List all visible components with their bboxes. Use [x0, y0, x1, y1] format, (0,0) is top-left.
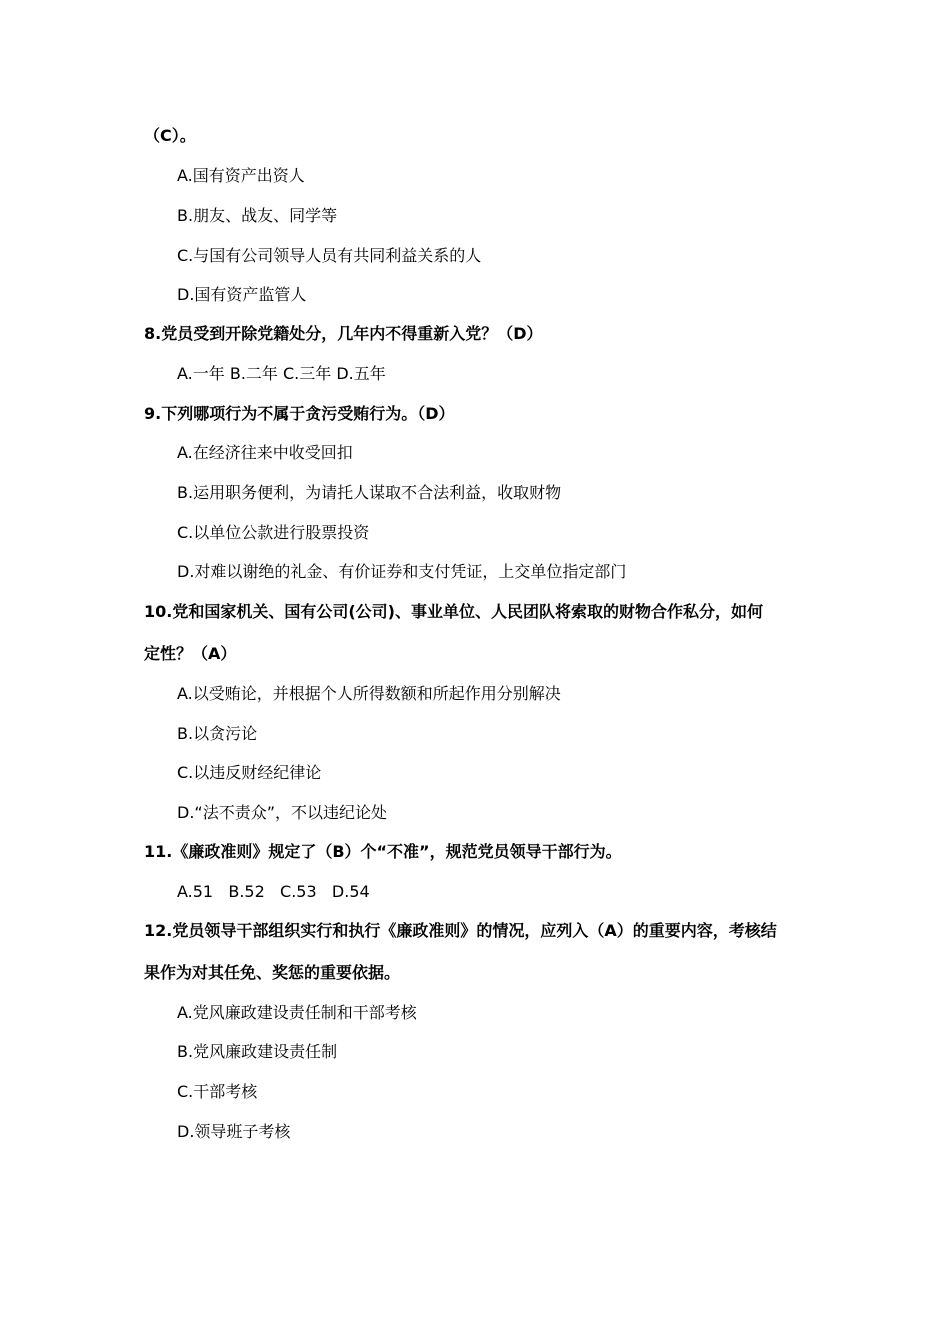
answer-option: B.以贪污论 [177, 724, 258, 743]
answer-option: C.干部考核 [177, 1082, 258, 1101]
answer-option: D.“法不责众”，不以违纪论处 [177, 803, 387, 822]
answer-option: A.党风廉政建设责任制和干部考核 [177, 1003, 417, 1022]
question-11: 11.《廉政准则》规定了（B）个“不准”，规范党员领导干部行为。 [144, 842, 622, 861]
answer-option: D.国有资产监管人 [177, 285, 307, 304]
answer-option: D.对难以谢绝的礼金、有价证券和支付凭证，上交单位指定部门 [177, 562, 627, 581]
answer-option: C.以单位公款进行股票投资 [177, 523, 370, 542]
answer-option: A.在经济往来中收受回扣 [177, 443, 353, 462]
question-12-cont: 果作为对其任免、奖惩的重要依据。 [144, 963, 401, 982]
answer-option: D.领导班子考核 [177, 1122, 291, 1141]
question-9: 9.下列哪项行为不属于贪污受贿行为。（D） [144, 404, 455, 423]
question-12: 12.党员领导干部组织实行和执行《廉政准则》的情况，应列入（A）的重要内容，考核结 [144, 921, 777, 940]
answer-option: B.朋友、战友、同学等 [177, 206, 338, 225]
answer-option: A.51 B.52 C.53 D.54 [177, 882, 370, 901]
answer-option: B.党风廉政建设责任制 [177, 1042, 338, 1061]
question-continuation: （C）。 [144, 126, 196, 145]
answer-option: B.运用职务便利，为请托人谋取不合法利益，收取财物 [177, 483, 562, 502]
question-10-cont: 定性？（A） [144, 644, 237, 663]
answer-option: A.以受贿论，并根据个人所得数额和所起作用分别解决 [177, 684, 561, 703]
answer-option: C.以违反财经纪律论 [177, 763, 322, 782]
question-10: 10.党和国家机关、国有公司(公司)、事业单位、人民团队将索取的财物合作私分，如何 [144, 602, 763, 621]
question-8: 8.党员受到开除党籍处分，几年内不得重新入党？（D） [144, 324, 543, 343]
answer-option: A.国有资产出资人 [177, 166, 305, 185]
answer-option: A.一年 B.二年 C.三年 D.五年 [177, 364, 386, 383]
answer-option: C.与国有公司领导人员有共同利益关系的人 [177, 246, 482, 265]
